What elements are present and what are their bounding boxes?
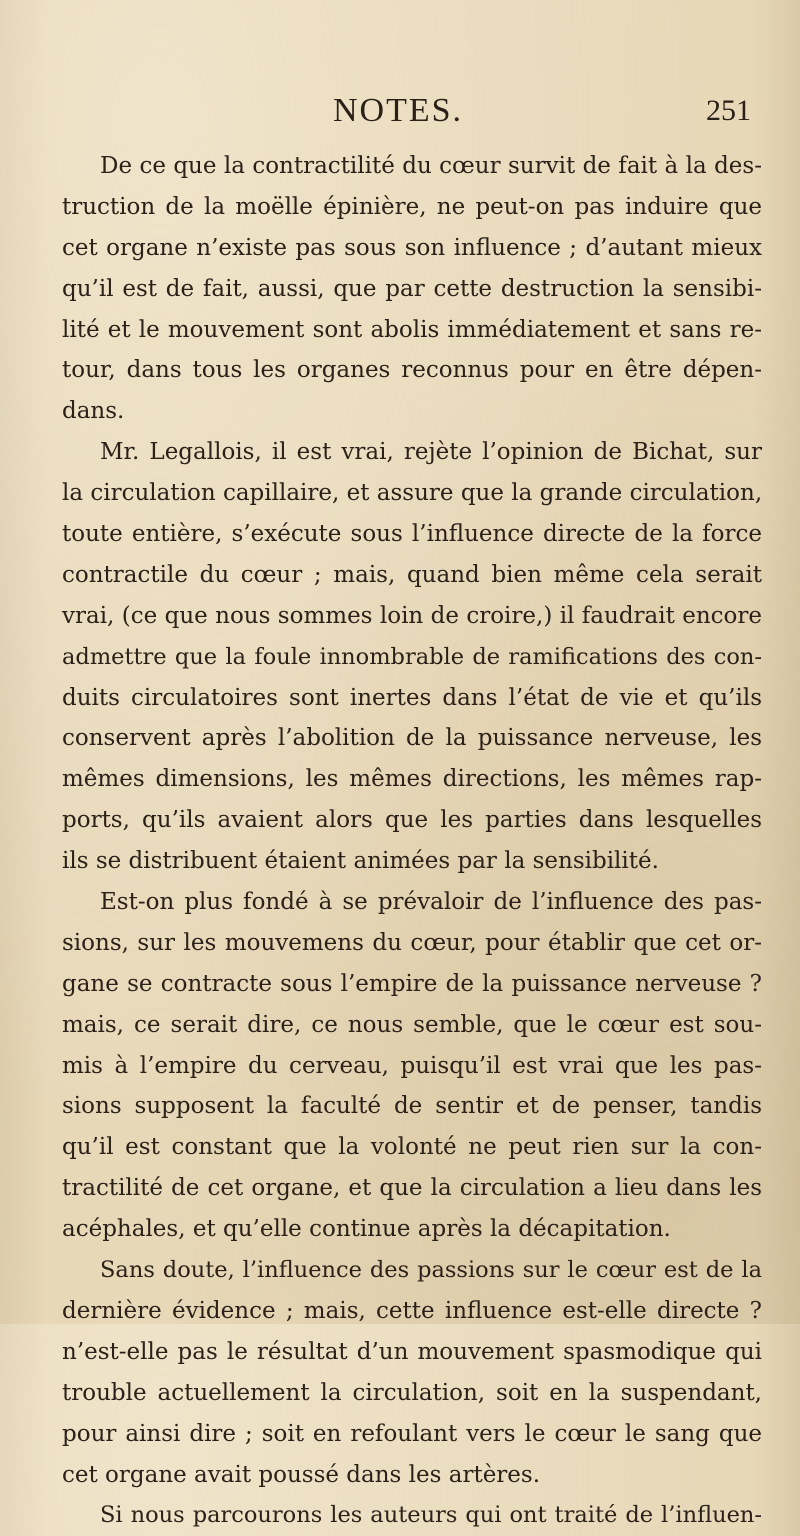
- text-line: ports, qu’ils avaient alors que les parties dans lesquelles: [62, 807, 762, 834]
- text-line: mis à l’empire du cerveau, puisqu’il est vrai que les pas-: [62, 1052, 762, 1079]
- text-line: truction de la moëlle épinière, ne peut-on pas induire que: [62, 193, 762, 220]
- text-line: tour, dans tous les organes reconnus pour en être dépen-: [62, 357, 762, 384]
- text-line: Si nous parcourons les auteurs qui ont traité de l’influen-: [100, 1502, 762, 1529]
- text-line: toute entière, s’exécute sous l’influence directe de la force: [62, 521, 762, 548]
- text-line: la circulation capillaire, et assure que la grande circulation,: [62, 480, 763, 507]
- text-line: sions supposent la faculté de sentir et de penser, tandis: [62, 1093, 762, 1120]
- text-line: mais, ce serait dire, ce nous semble, que le cœur est sou-: [62, 1011, 762, 1038]
- text-line: pour ainsi dire ; soit en refoulant vers le cœur le sang que: [62, 1420, 762, 1447]
- page-title: NOTES.: [333, 92, 464, 129]
- text-line: mêmes dimensions, les mêmes directions, les mêmes rap-: [62, 766, 762, 793]
- text-line: ils se distribuent étaient animées par la sensibilité.: [62, 848, 659, 875]
- text-line: Sans doute, l’influence des passions sur le cœur est de la: [100, 1257, 762, 1284]
- text-line: gane se contracte sous l’empire de la puissance nerveuse ?: [62, 970, 762, 997]
- paragraph-3: [62, 882, 762, 1250]
- text-line: lité et le mouvement sont abolis immédiatement et sans re-: [62, 316, 762, 343]
- text-line: qu’il est de fait, aussi, que par cette destruction la sensibi-: [62, 275, 762, 302]
- text-line: trouble actuellement la circulation, soit en la suspendant,: [62, 1379, 762, 1406]
- text-line: Mr. Legallois, il est vrai, rejète l’opinion de Bichat, sur: [100, 439, 762, 466]
- text-line: dans.: [62, 398, 125, 425]
- text-line: vrai, (ce que nous sommes loin de croire,) il faudrait encore: [62, 602, 762, 629]
- text-line: tractilité de cet organe, et que la circulation a lieu dans les: [62, 1175, 762, 1202]
- text-line: acéphales, et qu’elle continue après la décapitation.: [62, 1216, 671, 1243]
- text-line: conservent après l’abolition de la puissance nerveuse, les: [62, 725, 762, 752]
- paragraph-1: [62, 146, 762, 432]
- paragraph-2: [62, 432, 762, 882]
- paragraph-5: [62, 1495, 762, 1536]
- text-line: cet organe n’existe pas sous son influence ; d’autant mieux: [62, 234, 762, 261]
- paragraph-4: [62, 1250, 762, 1495]
- text-line: duits circulatoires sont inertes dans l’état de vie et qu’ils: [62, 684, 762, 711]
- body-text: [62, 146, 762, 1536]
- text-line: contractile du cœur ; mais, quand bien même cela serait: [62, 561, 762, 588]
- text-line: dernière évidence ; mais, cette influence est-elle directe ?: [62, 1297, 762, 1324]
- text-line: n’est-elle pas le résultat d’un mouvement spasmodique qui: [62, 1338, 762, 1365]
- text-line: admettre que la foule innombrable de ramifications des con-: [62, 643, 762, 670]
- text-line: sions, sur les mouvemens du cœur, pour établir que cet or-: [62, 929, 762, 956]
- text-line: qu’il est constant que la volonté ne peut rien sur la con-: [62, 1134, 762, 1161]
- text-line: Est-on plus fondé à se prévaloir de l’influence des pas-: [100, 889, 762, 916]
- text-line: cet organe avait poussé dans les artères.: [62, 1461, 541, 1488]
- page-number: 251: [706, 94, 751, 127]
- running-head: [0, 92, 800, 142]
- text-line: De ce que la contractilité du cœur survit de fait à la des-: [100, 153, 762, 179]
